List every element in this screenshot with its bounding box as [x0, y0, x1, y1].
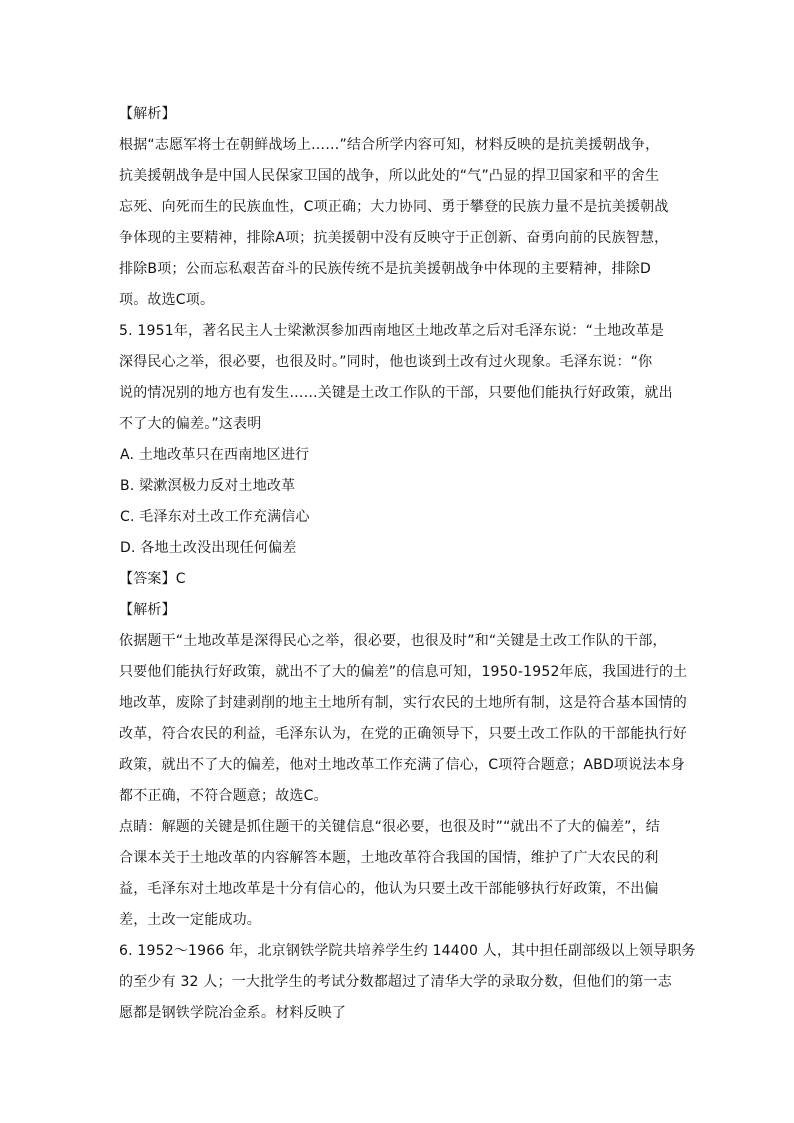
option-b: B. 梁漱溟极力反对土地改革 — [120, 478, 296, 494]
analysis-heading: 【解析】 — [119, 106, 176, 122]
tip-line: 合课本关于土地改革的内容解答本题，土地改革符合我国的国情，维护了广大农民的利 — [119, 850, 659, 866]
question-line: 深得民心之举，很必要，也很及时。”同时，他也谈到土改有过火现象。毛泽东说：“你 — [119, 354, 653, 370]
question-line: 不了大的偏差。”这表明 — [119, 416, 262, 432]
question-line: 说的情况别的地方也有发生……关键是土改工作队的干部，只要他们能执行好政策，就出 — [119, 385, 673, 401]
analysis-line: 地改革，废除了封建剥削的地主土地所有制，实行农民的土地所有制，这是符合基本国情的 — [119, 695, 687, 711]
analysis-line: 抗美援朝战争是中国人民保家卫国的战争，所以此处的“气”凸显的捍卫国家和平的舍生 — [119, 168, 660, 184]
option-a: A. 土地改革只在西南地区进行 — [120, 447, 310, 463]
option-c: C. 毛泽东对土改工作充满信心 — [120, 509, 310, 525]
option-d: D. 各地土改没出现任何偏差 — [120, 540, 297, 556]
tip-line: 益，毛泽东对土地改革是十分有信心的，他认为只要土改干部能够执行好政策，不出偏 — [119, 881, 659, 897]
analysis-line: 政策，就出不了大的偏差，他对土地改革工作充满了信心，C项符合题意；ABD项说法本身 — [119, 757, 685, 773]
question-line: 5. 1951年，著名民主人士梁漱溟参加西南地区土地改革之后对毛泽东说：“土地改革是 — [119, 323, 665, 339]
analysis-line: 项。故选C项。 — [119, 292, 215, 308]
question-line: 愿都是钢铁学院冶金系。材料反映了 — [119, 1005, 347, 1021]
tip-line: 点睛：解题的关键是抓住题干的关键信息“很必要，也很及时”“就出不了大的偏差”，结 — [119, 819, 661, 835]
analysis-heading: 【解析】 — [119, 602, 176, 618]
analysis-line: 排除B项；公而忘私艰苦奋斗的民族传统不是抗美援朝战争中体现的主要精神，排除D — [119, 261, 651, 277]
analysis-line: 只要他们能执行好政策，就出不了大的偏差”的信息可知，1950-1952年底，我国进行的土 — [119, 664, 688, 680]
analysis-line: 忘死、向死而生的民族血性，C项正确；大力协同、勇于攀登的民族力量不是抗美援朝战 — [119, 199, 669, 215]
answer-label: 【答案】C — [119, 571, 186, 587]
tip-line: 差，土改一定能成功。 — [119, 912, 261, 928]
question-line: 6. 1952～1966 年，北京钢铁学院共培养学生约 14400 人，其中担任副部级以上领导职务 — [119, 943, 696, 959]
analysis-line: 根据“志愿军将士在朝鲜战场上……”结合所学内容可知，材料反映的是抗美援朝战争， — [119, 137, 660, 153]
question-line: 的至少有 32 人；一大批学生的考试分数都超过了清华大学的录取分数，但他们的第一志 — [119, 974, 672, 990]
analysis-line: 都不正确，不符合题意；故选C。 — [119, 788, 328, 804]
analysis-line: 依据题干“土地改革是深得民心之举，很必要，也很及时”和“关键是土改工作队的干部， — [119, 633, 667, 649]
analysis-line: 改革，符合农民的利益，毛泽东认为，在党的正确领导下，只要土改工作队的干部能执行好 — [119, 726, 687, 742]
analysis-line: 争体现的主要精神，排除A项；抗美援朝中没有反映守于正创新、奋勇向前的民族智慧， — [119, 230, 669, 246]
